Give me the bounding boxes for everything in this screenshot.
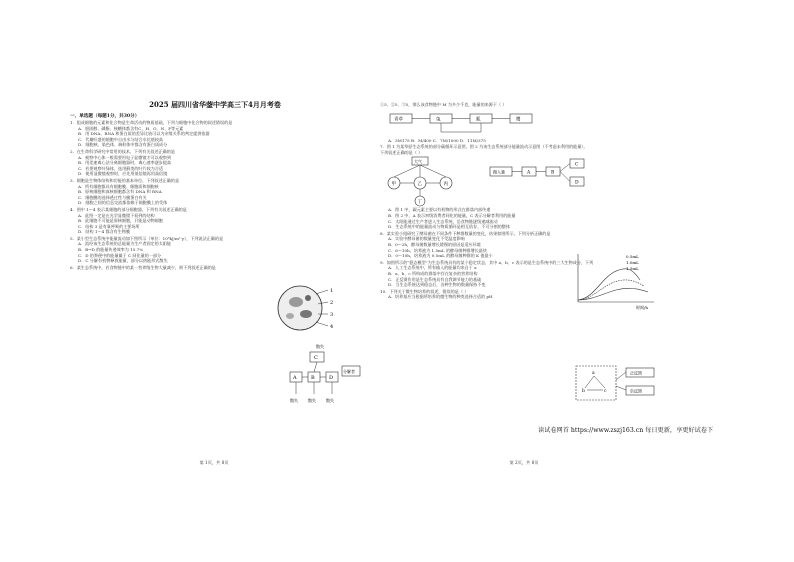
text-line: D．细胞之间的信息交流都依赖于细胞膜上的受体 <box>78 200 168 206</box>
text-line: C．细胞膜的选择透过性与膜蛋白有关 <box>78 194 147 200</box>
energy-label: 散失 <box>326 398 334 403</box>
text-line: A．观察中心体一般需要用电子显微镜才可以观察到 <box>78 154 172 160</box>
text-line: D．0～10h，培养液为 0.5mL 的酵母菌种群的 K 值最小 <box>388 253 493 259</box>
text-line: 1．组成细胞的元素和化合物是生命活动的物质基础，下列与细胞中化合物的叙述错误的是 <box>70 120 233 125</box>
text-line: 4．图中 1～4 表示某细胞的部分细胞器，下列有关叙述正确的是 <box>70 206 187 212</box>
energy-label: 散失 <box>308 398 316 403</box>
text-line: D．细胞核、染色体、端粒体中都含有蛋白质成分 <box>78 142 168 148</box>
steady-box: 负反馈 <box>630 388 642 394</box>
text-line: D．使用显微镜观察时，应先用低倍镜再用高倍镜 <box>78 171 168 177</box>
text-line: C．6～10h，培养液为 1.5mL 的酵母菌种群增长最快 <box>388 247 487 253</box>
chart-legend: 1.5mL <box>626 266 639 271</box>
text-line: ①5、②5、③5，那么该食物链中 M 为多少千克，能量的来源于（ ） <box>380 102 507 107</box>
energy-node: B <box>311 375 315 381</box>
text-line: B．此细胞不可能是原核细胞，只能是动物细胞 <box>78 218 163 224</box>
page-footer: 第 1页，共 8页 <box>199 460 229 465</box>
svg-text:c: c <box>604 389 607 394</box>
right-page <box>374 92 674 468</box>
text-line: B．B→D 的能量传递效率为 15.7% <box>78 247 144 253</box>
chart-legend: 0.5mL <box>626 254 639 259</box>
chart-legend: 1.0mL <box>626 260 639 265</box>
cell-label: 1 <box>330 288 334 294</box>
energy-node: D <box>329 375 334 381</box>
left-page <box>64 92 364 468</box>
energy-node: C <box>314 355 318 361</box>
text-line: C．正反馈作用是生态系统具有自我调节能力的基础 <box>388 276 482 282</box>
cell-diagram <box>272 282 342 334</box>
section-heading: 一、单选题（每题1分，共30分） <box>70 114 140 119</box>
cell-label: 3 <box>330 312 334 318</box>
food-chain-diagram <box>380 108 670 138</box>
energy-box: D <box>575 180 579 186</box>
carbon-cycle-figures <box>380 155 670 207</box>
carbon-node: 丙 <box>443 182 448 188</box>
chart-axis-label: 时间/h <box>636 305 648 310</box>
yeast-growth-chart <box>570 250 660 312</box>
cell-label: 2 <box>330 300 334 306</box>
energy-flow-diagram <box>282 342 362 408</box>
text-line: A．3M175 B．M/400 C．7M/1000 D．11M/375 <box>388 137 486 143</box>
text-line: A．实验中酵母菌的数量变化不受温度影响 <box>388 236 465 242</box>
chain-box: 鹰 <box>516 117 521 123</box>
text-line: 8．某实验小组研究了酵母菌在不同条件下种群数量的变化，结果如图所示，下列分析正确的是 <box>380 230 551 236</box>
text-line: D．C 分解有机物释放能量，部分以热能形式散失 <box>78 258 168 264</box>
text-line: D．生态系统中的能量流动与物质循环是相互依存、不可分割的整体 <box>388 224 510 230</box>
exam-sheet <box>64 92 678 468</box>
text-line: 6．某生态系统中，若食物链中的某一营养级生物大量减少，则下列叙述正确的是 <box>70 264 216 270</box>
page-footer: 第 2页，共 8页 <box>509 460 539 465</box>
text-line: C．若要观察叶绿体，选用藓类的叶片较为合适 <box>78 165 164 171</box>
text-line: 2．在生命科学研究中常用的技术，下列有关叙述正确的是 <box>70 148 175 154</box>
energy-box: A <box>527 170 531 176</box>
chain-box: 青草 <box>394 117 403 123</box>
energy-label: 散失 <box>316 344 324 349</box>
svg-text:a: a <box>592 371 595 376</box>
chain-box: 狐 <box>476 117 481 123</box>
energy-node: A <box>293 375 297 381</box>
carbon-node: 丁 <box>417 200 422 206</box>
text-line: A．胆固醇、磷脂、核糖体都含有C、H、O、N、P等元素 <box>78 125 184 131</box>
svg-text:b: b <box>582 389 585 394</box>
text-line: D．当生态系统达到稳态后，各种生物的数量保持不变 <box>388 282 486 288</box>
steady-box: 正反馈 <box>630 370 642 376</box>
text-line: 10．下列关于微生物培养的叙述，错误的是（ ） <box>380 288 469 294</box>
chain-box: 兔 <box>436 117 441 123</box>
energy-box: 摄入量 <box>493 169 505 175</box>
text-line: 7．图 1 为某草原生态系统的部分碳循环示意图，图 2 为该生态系统部分能量流动示意图（不考虑未利用的能量）。 <box>380 144 588 150</box>
text-line: C．结构 3 是有氧呼吸的主要场所 <box>78 223 140 229</box>
energy-box: C <box>575 162 579 168</box>
text-line: B．原核细胞和真核细胞都含有 DNA 和 RNA <box>78 189 162 195</box>
text-line: B．图 2 中，A 表示初级消费者同化的能量，C 表示分解者利用的能量 <box>388 212 516 218</box>
text-line: 9．如图所示的“稳态模型”为生态系统具有的某个稳定状态，其中 a、b、c 表示的是生态系统中的三大生物成分，下列 <box>380 259 594 265</box>
website-watermark: 读试卷网首 https://www.zszj163.cn 每日更新，享更好试卷下 <box>538 427 714 434</box>
cell-label: 4 <box>330 324 334 330</box>
text-line: B．0～2h，酵母菌数量增长缓慢的原因是适应环境 <box>388 241 481 247</box>
text-line: 3．细胞是生物体结构和功能的基本单位，下列叙述正确的是 <box>70 177 180 183</box>
page-title: 2025 届四川省华蓥中学高三下4月月考卷 <box>149 100 281 109</box>
text-line: 5．某小型生态系统中能量流动如下图所示（单位：10⁶kJ/m²·y），下列说法正确的是 <box>70 235 224 241</box>
text-line: A．人工生态系统中，所有输入的能量均来自于 a <box>388 265 477 271</box>
text-line: C．D 的粪便中的能量属于 C 同化量的一部分 <box>78 252 162 258</box>
energy-label: 散失 <box>290 398 298 403</box>
text-line: A．所有细胞都具有细胞膜、细胞质和细胞核 <box>78 183 159 189</box>
text-line: A．培养基应当根据所培养的微生物的种类选择合适的 pH <box>388 294 493 300</box>
text-line: C．太阳能通过生产者进入生态系统，沿食物链逐级递减流动 <box>388 218 498 224</box>
energy-label: 分解者 <box>343 369 355 374</box>
energy-box: B <box>551 170 555 176</box>
carbon-node: 甲 <box>391 182 396 188</box>
text-line: C．代谢旺盛的细胞中自由水与结合水比值较高 <box>78 136 164 142</box>
text-line: A．此图一定是在光学显微镜下看到的结构 <box>78 212 155 218</box>
text-line: B．用差速离心法分离细胞器时，离心速率逐步提高 <box>78 160 172 166</box>
text-line: A．流经该生态系统的总能量为生产者固定的太阳能 <box>78 241 172 247</box>
carbon-node: 乙 <box>417 182 422 188</box>
steady-state-diagram <box>570 360 660 410</box>
carbon-node: 大气 <box>414 159 422 165</box>
text-line: D．结构 1～4 都含有生物膜 <box>78 229 131 235</box>
text-line: B．a、b、c 所构成的群落中存在复杂的营养结构 <box>388 270 478 276</box>
text-line: B．用 DNA、RNA 和蛋白质的差异比较可以为亲缘关系的判定提供依据 <box>78 131 210 137</box>
text-line: 下列叙述正确的是（ ） <box>380 149 423 155</box>
text-line: A．图 1 中，碳元素主要以有机物的形式在群落内部传递 <box>388 207 491 213</box>
